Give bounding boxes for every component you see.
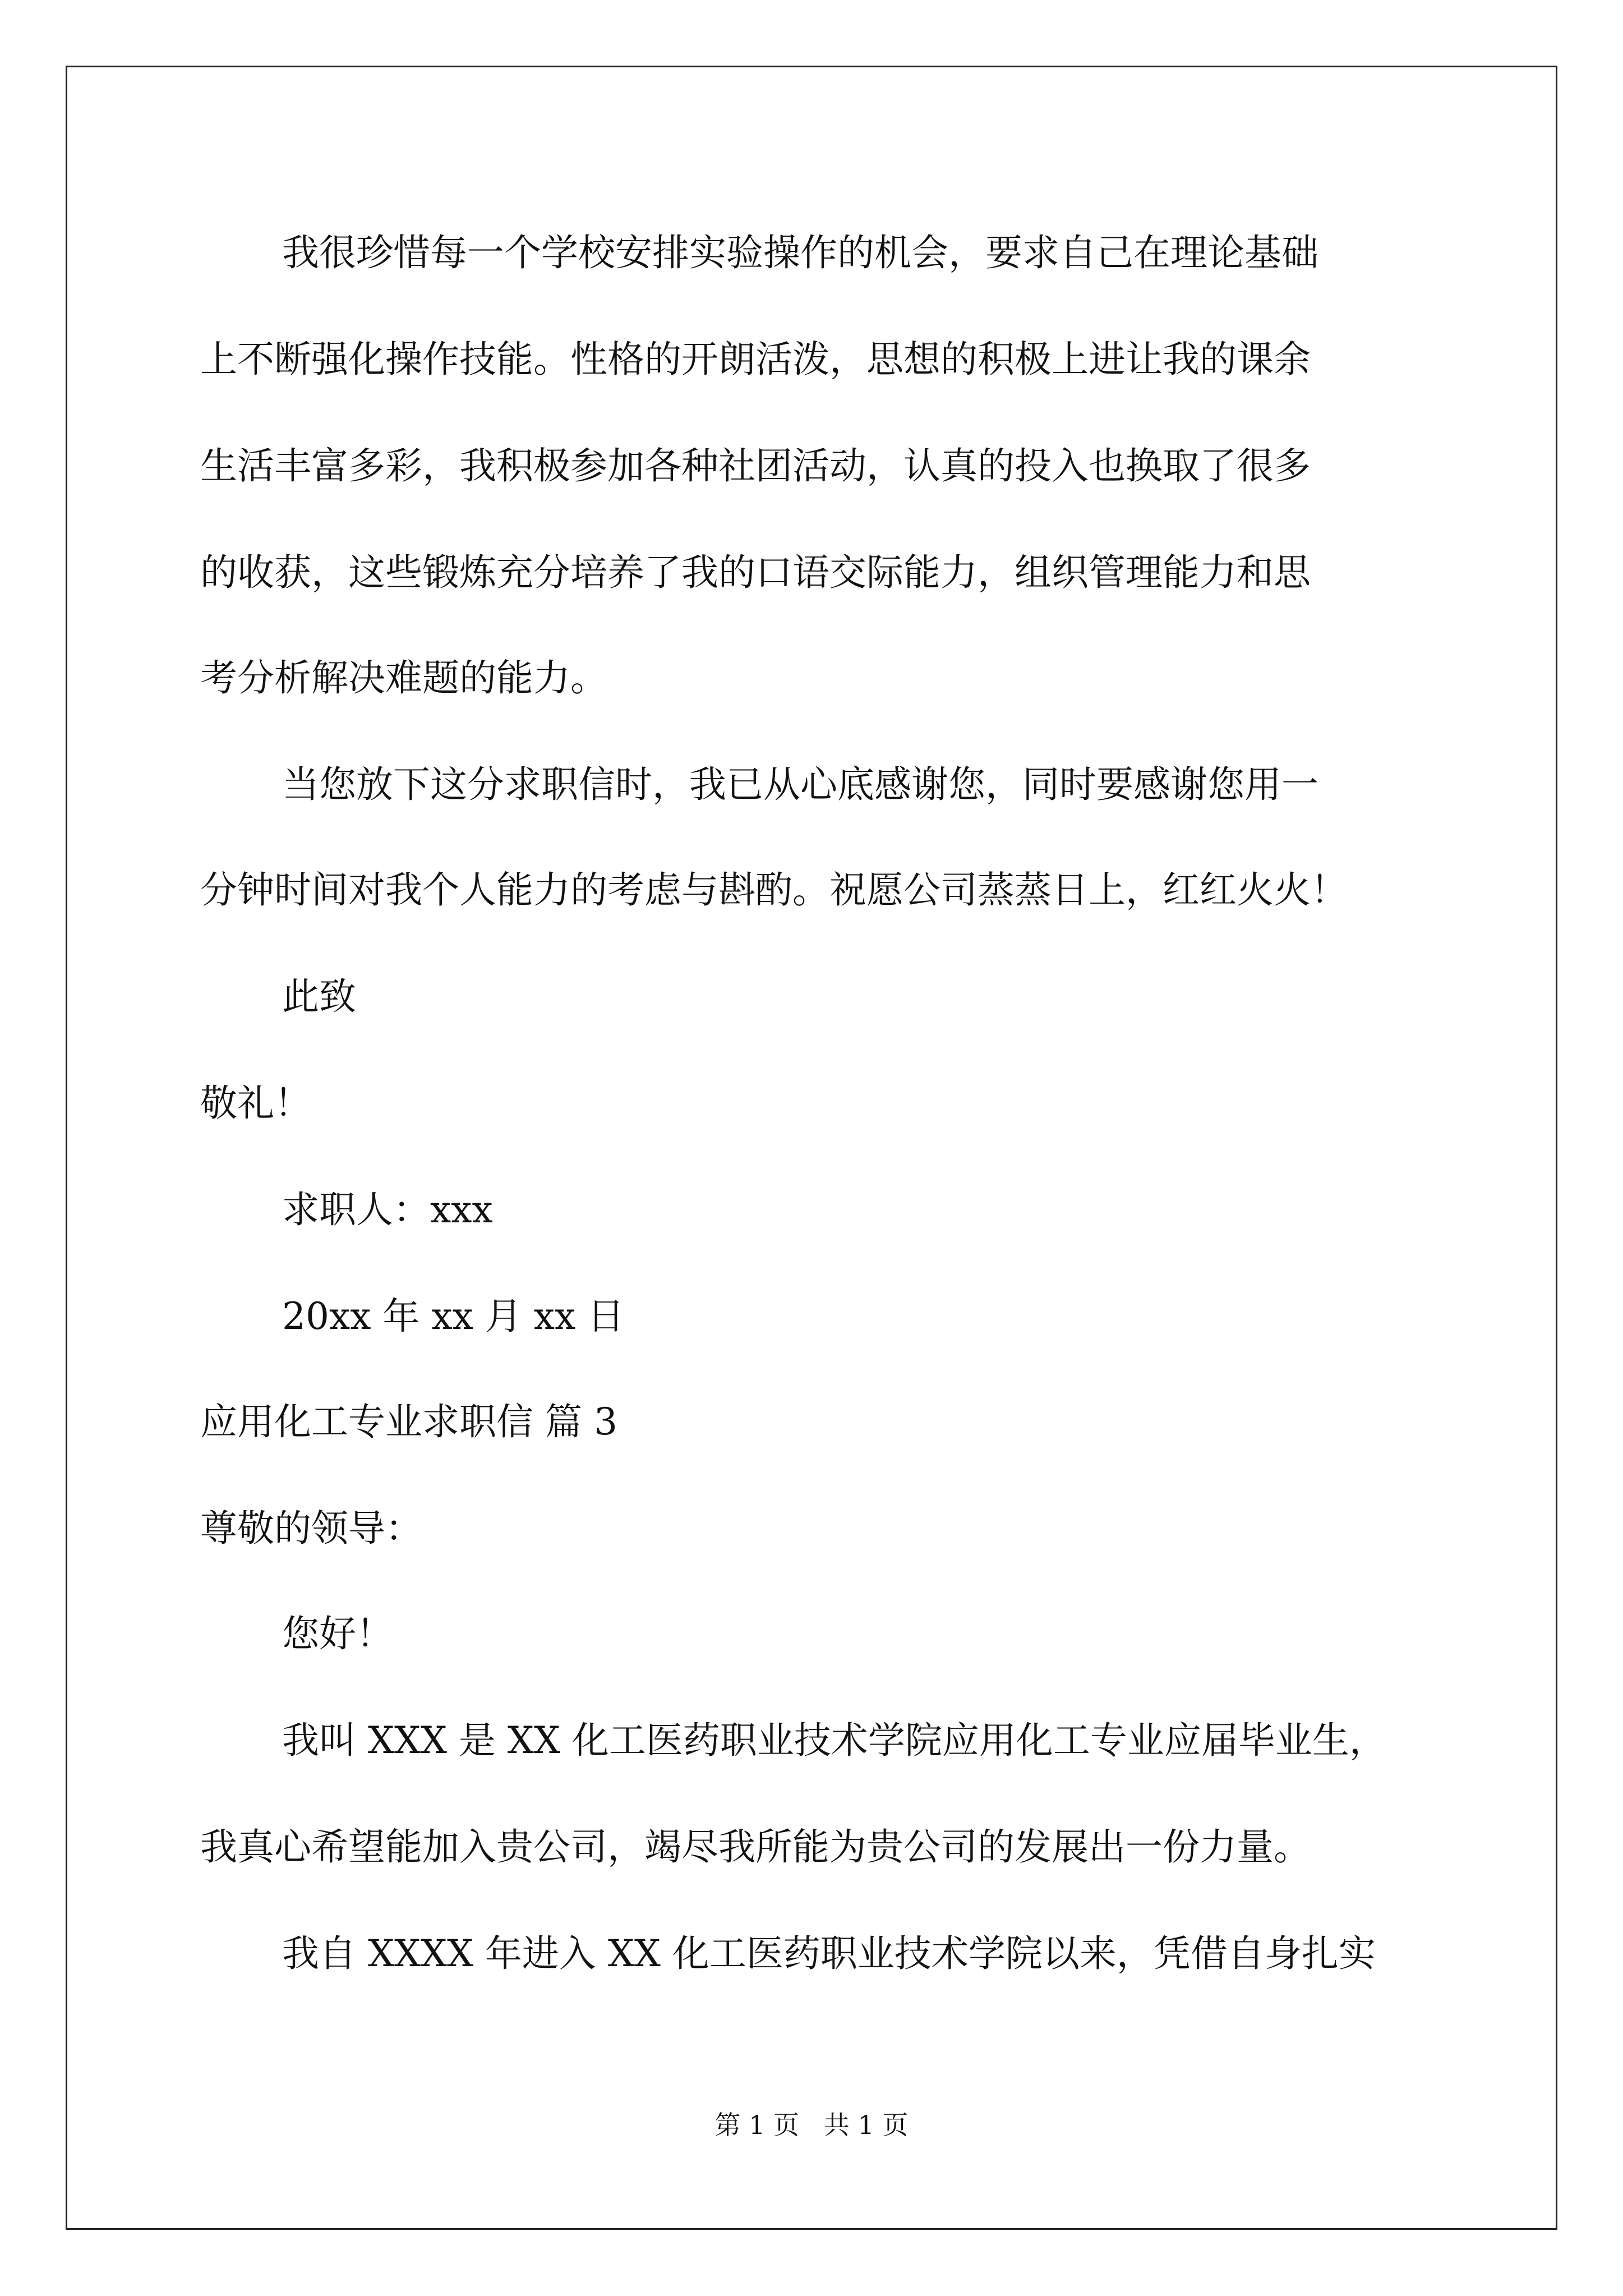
salutation-closing: 敬礼！: [200, 1082, 311, 1125]
paragraph-line: 我自 XXXX 年进入 XX 化工医药职业技术学院以来，凭借自身扎实: [282, 1932, 1376, 1975]
paragraph-line: 生活丰富多彩，我积极参加各种社团活动，认真的投入也换取了很多: [200, 444, 1311, 487]
paragraph-line: 当您放下这分求职信时，我已从心底感谢您，同时要感谢您用一: [282, 763, 1318, 806]
paragraph-line: 我真心希望能加入贵公司，竭尽我所能为贵公司的发展出一份力量。: [200, 1825, 1311, 1869]
paragraph-line: 上不断强化操作技能。性格的开朗活泼，思想的积极上进让我的课余: [200, 338, 1311, 381]
letter-hello: 您好！: [282, 1612, 393, 1655]
letter-greeting: 尊敬的领导：: [200, 1507, 422, 1550]
applicant-signature: 求职人：xxx: [282, 1188, 493, 1231]
paragraph-line: 我叫 XXX 是 XX 化工医药职业技术学院应用化工专业应届毕业生，: [282, 1719, 1386, 1762]
section-title: 应用化工专业求职信 篇 3: [200, 1400, 617, 1443]
paragraph-line: 我很珍惜每一个学校安排实验操作的机会，要求自己在理论基础: [282, 231, 1318, 274]
paragraph-line: 考分析解决难题的能力。: [200, 656, 607, 700]
page-footer: 第 1 页 共 1 页: [714, 2110, 909, 2140]
page-border: [66, 66, 1557, 2230]
closing-phrase: 此致: [282, 975, 356, 1018]
letter-date: 20xx 年 xx 月 xx 日: [282, 1295, 625, 1338]
paragraph-line: 分钟时间对我个人能力的考虑与斟酌。祝愿公司蒸蒸日上，红红火火！: [200, 868, 1348, 912]
paragraph-line: 的收获，这些锻炼充分培养了我的口语交际能力，组织管理能力和思: [200, 551, 1311, 594]
